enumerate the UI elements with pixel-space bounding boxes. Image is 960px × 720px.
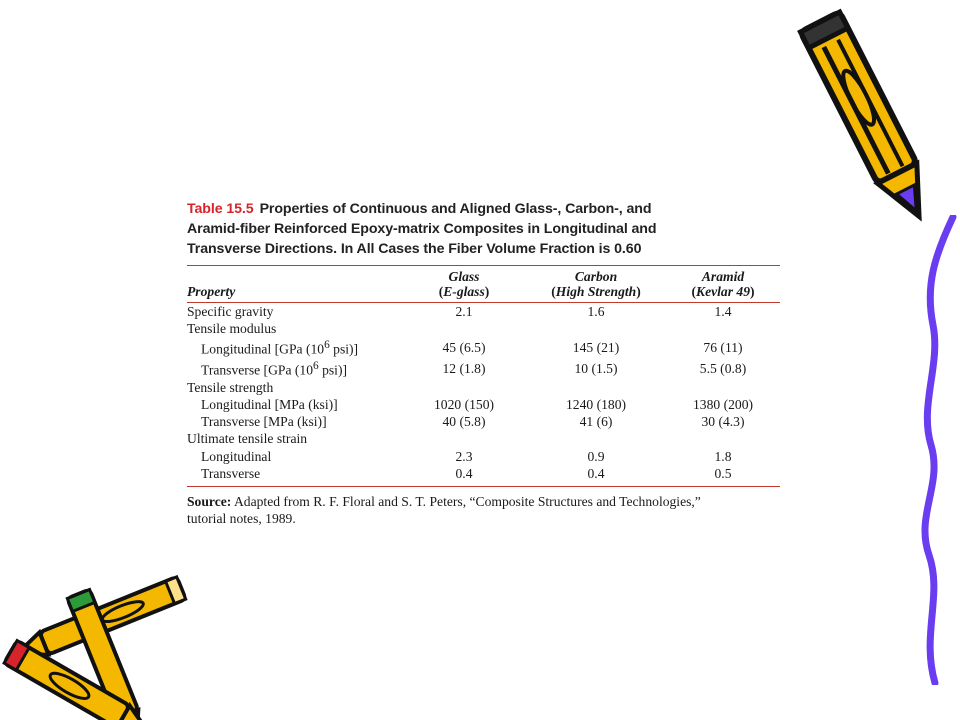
cell-carbon: [526, 379, 666, 396]
cell-glass: 0.4: [455, 465, 473, 481]
row-label: Ultimate tensile strain: [187, 431, 308, 447]
cell-carbon: 145 (21): [572, 340, 620, 356]
row-label: Specific gravity: [187, 304, 274, 319]
table-caption-line-1: Properties of Continuous and Aligned Glass-, Carbon-, and: [259, 201, 652, 217]
cell-carbon: 10 (1.5): [574, 360, 618, 376]
row-label: Longitudinal [MPa (ksi)]: [201, 397, 338, 413]
table-row: [187, 358, 780, 379]
squiggle-border: [905, 215, 960, 685]
cell-aramid: [666, 320, 780, 337]
header-carbon-name: Carbon: [574, 269, 618, 284]
row-label: Longitudinal [GPa ($10^6$ psi)]: [201, 339, 359, 357]
row-label: Tensile strength: [187, 379, 274, 395]
cell-glass: [402, 379, 526, 396]
cell-carbon: [526, 320, 666, 337]
table-row: [187, 396, 780, 413]
cell-glass: 2.1: [455, 304, 473, 319]
source-text-2: tutorial notes, 1989.: [187, 511, 296, 527]
cell-aramid: 5.5 (0.8): [699, 360, 747, 376]
table-caption: [187, 199, 780, 259]
row-label: Transverse [MPa (ksi)]: [201, 414, 327, 430]
header-glass-name: Glass: [448, 269, 480, 284]
header-property: Property: [187, 284, 236, 299]
header-aramid-sub: Kevlar 49: [696, 284, 750, 299]
cell-glass: 2.3: [455, 448, 473, 464]
table-header-row: [187, 266, 780, 302]
bottom-rule: [187, 486, 780, 487]
cell-glass: 40 (5.8): [442, 414, 486, 430]
cell-aramid: [666, 379, 780, 396]
cell-carbon: 0.4: [587, 465, 605, 481]
table-caption-label: Table 15.5: [187, 201, 254, 217]
cell-glass: [402, 430, 526, 447]
cell-aramid: 30 (4.3): [701, 414, 745, 430]
header-carbon: Carbon (High Strength): [526, 266, 666, 302]
table-source-note: [187, 493, 780, 527]
header-aramid: Aramid (Kevlar 49): [666, 266, 780, 302]
header-carbon-sub: High Strength: [555, 284, 637, 299]
source-text: Adapted from R. F. Floral and S. T. Peters, “Composite Structures and Technologies,”: [233, 494, 701, 510]
row-label: Tensile modulus: [187, 321, 277, 337]
cell-aramid: 1.8: [714, 448, 732, 464]
table-row: [187, 320, 780, 337]
table-row: [187, 413, 780, 430]
cell-carbon: [526, 430, 666, 447]
cell-aramid: 1380 (200): [692, 397, 754, 413]
crossed-pencils-icon: [0, 575, 200, 720]
cell-aramid: 76 (11): [703, 340, 743, 356]
header-glass: Glass (E-glass): [402, 266, 526, 302]
table-row: [187, 430, 780, 447]
cell-carbon: 1240 (180): [565, 397, 627, 413]
cell-carbon: 0.9: [587, 448, 605, 464]
cell-glass: 1020 (150): [433, 397, 495, 413]
table-row: [187, 379, 780, 396]
table-row: [187, 337, 780, 358]
header-glass-sub: E-glass: [443, 284, 485, 299]
source-label: Source:: [187, 494, 232, 510]
table-row: [187, 448, 780, 465]
row-label: Transverse [GPa ($10^6$ psi)]: [201, 360, 348, 378]
cell-glass: 45 (6.5): [442, 340, 486, 356]
properties-table: [187, 266, 780, 487]
table-row: [187, 465, 780, 482]
row-label: Longitudinal: [201, 448, 272, 464]
table-row: [187, 303, 780, 320]
cell-glass: [402, 320, 526, 337]
header-aramid-name: Aramid: [701, 269, 745, 284]
table-caption-line-2: Aramid-fiber Reinforced Epoxy-matrix Composites in Longitudinal and: [187, 221, 657, 237]
pencil-icon: [790, 0, 950, 240]
properties-table-figure: [187, 199, 780, 527]
cell-aramid: [666, 430, 780, 447]
cell-carbon: 1.6: [587, 304, 605, 319]
cell-aramid: 1.4: [714, 304, 732, 319]
table-caption-line-3: Transverse Directions. In All Cases the Fiber Volume Fraction is 0.60: [187, 241, 642, 257]
cell-glass: 12 (1.8): [442, 360, 486, 376]
cell-carbon: 41 (6): [579, 414, 613, 430]
cell-aramid: 0.5: [714, 465, 732, 481]
row-label: Transverse: [201, 465, 261, 481]
